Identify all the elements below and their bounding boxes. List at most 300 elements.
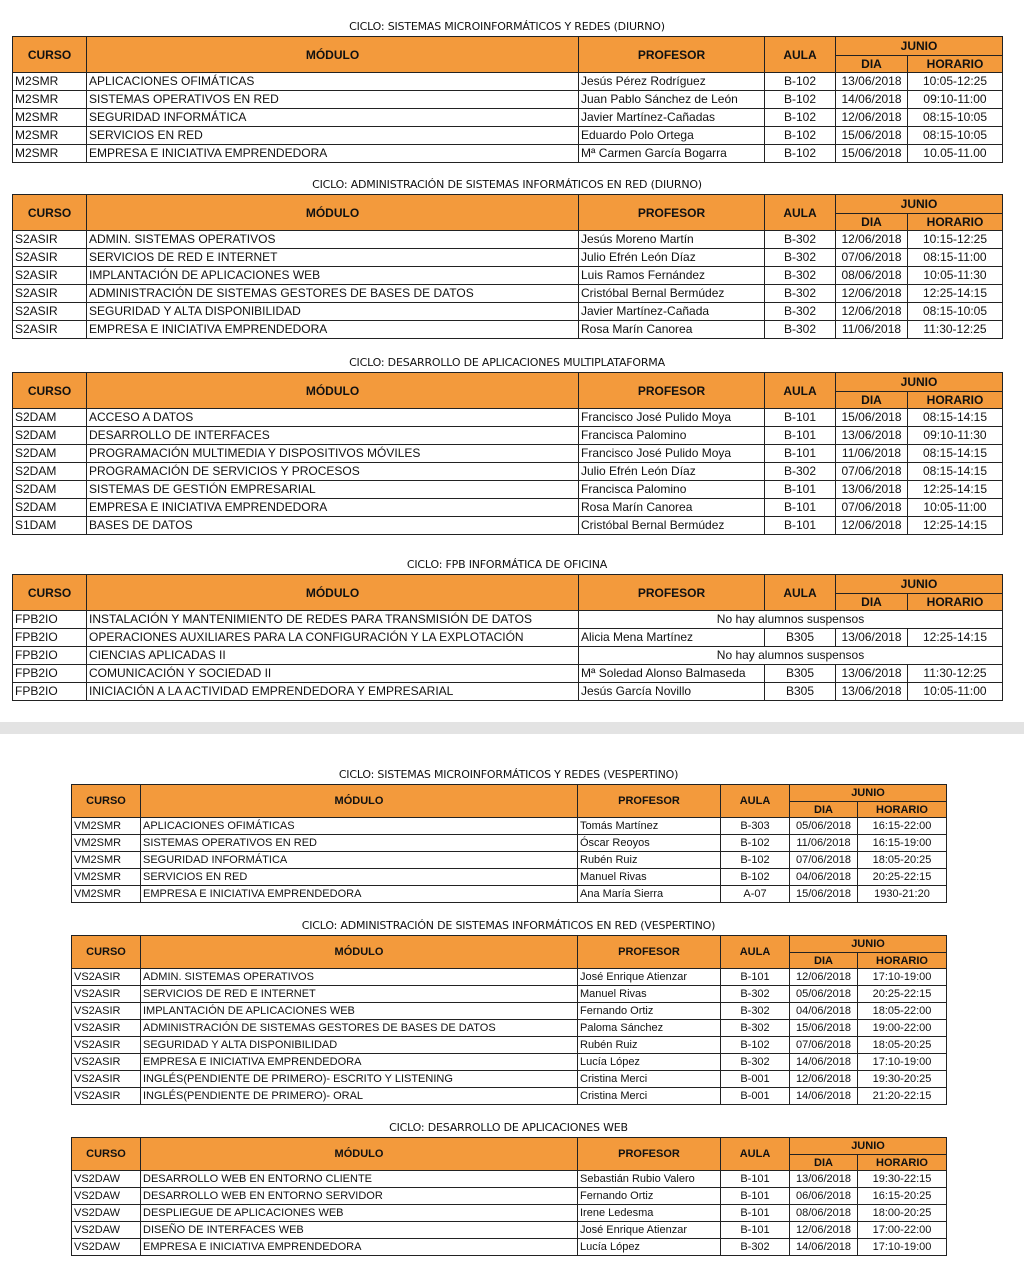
profesor-cell: Cristóbal Bernal Bermúdez [579,517,765,535]
profesor-cell: Fernando Ortiz [578,1003,721,1020]
modulo-cell: BASES DE DATOS [87,517,579,535]
header-dia: DIA [836,56,908,73]
curso-cell: M2SMR [13,91,87,109]
modulo-cell: SISTEMAS DE GESTIÓN EMPRESARIAL [87,481,579,499]
table-row [13,73,1003,91]
dia-cell: 12/06/2018 [836,517,908,535]
horario-cell: 21:20-22:15 [858,1088,947,1105]
dia-cell: 07/06/2018 [790,1037,858,1054]
section-caption: CICLO: DESARROLLO DE APLICACIONES WEB [389,1121,628,1134]
table-row [13,127,1003,145]
section-caption: CICLO: FPB INFORMÁTICA DE OFICINA [406,558,608,571]
aula-cell: B-101 [721,1205,790,1222]
header-month: JUNIO [836,575,1003,594]
profesor-cell: Sebastián Rubio Valero [578,1171,721,1188]
header-row [13,575,1003,594]
horario-cell: 08:15-10:05 [908,109,1003,127]
aula-cell: B-302 [721,1239,790,1256]
header-month: JUNIO [790,936,947,953]
table-row [13,463,1003,481]
modulo-cell: SEGURIDAD INFORMÁTICA [87,109,579,127]
modulo-cell: INSTALACIÓN Y MANTENIMIENTO DE REDES PARA TRANSMISIÓN DE DATOS [87,611,579,629]
header-curso: CURSO [13,37,87,73]
curso-cell: VS2ASIR [72,1020,141,1037]
horario-cell: 17:10-19:00 [858,969,947,986]
table-row [72,1020,947,1037]
profesor-cell: Óscar Reoyos [578,835,721,852]
header-curso: CURSO [13,373,87,409]
aula-cell: B-302 [721,986,790,1003]
modulo-cell: DISEÑO DE INTERFACES WEB [141,1222,578,1239]
aula-cell: B-302 [765,231,836,249]
aula-cell: B-102 [765,109,836,127]
profesor-cell: Eduardo Polo Ortega [579,127,765,145]
modulo-cell: EMPRESA E INICIATIVA EMPRENDEDORA [87,499,579,517]
aula-cell: A-07 [721,886,790,903]
profesor-cell: Francisco José Pulido Moya [579,409,765,427]
dia-cell: 11/06/2018 [836,445,908,463]
curso-cell: S2ASIR [13,321,87,339]
modulo-cell: SERVICIOS DE RED E INTERNET [87,249,579,267]
table-row [72,1071,947,1088]
profesor-cell: Ana María Sierra [578,886,721,903]
aula-cell: B305 [765,665,836,683]
curso-cell: FPB2IO [13,611,87,629]
modulo-cell: EMPRESA E INICIATIVA EMPRENDEDORA [141,886,578,903]
modulo-cell: APLICACIONES OFIMÁTICAS [87,73,579,91]
profesor-cell: José Enrique Atienzar [578,969,721,986]
table-row [13,91,1003,109]
dia-cell: 13/06/2018 [836,629,908,647]
profesor-cell: Rosa Marín Canorea [579,499,765,517]
profesor-cell: Lucía López [578,1054,721,1071]
section-caption: CICLO: ADMINISTRACIÓN DE SISTEMAS INFORMÁTICOS EN RED (VESPERTINO) [301,919,716,932]
header-row [13,195,1003,214]
horario-cell: 16:15-22:00 [858,818,947,835]
header-horario: HORARIO [858,802,947,818]
profesor-cell: Cristina Merci [578,1088,721,1105]
header-dia: DIA [836,392,908,409]
horario-cell: 10.05-11.00 [908,145,1003,163]
horario-cell: 10:05-11:30 [908,267,1003,285]
curso-cell: S2DAM [13,445,87,463]
horario-cell: 08:15-10:05 [908,303,1003,321]
horario-cell: 10:05-12:25 [908,73,1003,91]
modulo-cell: ADMIN. SISTEMAS OPERATIVOS [87,231,579,249]
section-caption: CICLO: SISTEMAS MICROINFORMÁTICOS Y REDES (DIURNO) [349,20,665,33]
curso-cell: VS2DAW [72,1205,141,1222]
header-modulo: MÓDULO [87,373,579,409]
table-row [72,818,947,835]
curso-cell: VS2ASIR [72,1037,141,1054]
curso-cell: S2DAM [13,427,87,445]
table-row [72,835,947,852]
profesor-cell: Alicia Mena Martínez [579,629,765,647]
profesor-cell: Manuel Rivas [578,986,721,1003]
dia-cell: 12/06/2018 [836,109,908,127]
table-row [13,285,1003,303]
profesor-cell: Julio Efrén León Díaz [579,463,765,481]
profesor-cell: Luis Ramos Fernández [579,267,765,285]
horario-cell: 09:10-11:00 [908,91,1003,109]
aula-cell: B-302 [765,303,836,321]
profesor-cell: José Enrique Atienzar [578,1222,721,1239]
header-month: JUNIO [836,373,1003,392]
dia-cell: 13/06/2018 [836,73,908,91]
horario-cell: 19:30-20:25 [858,1071,947,1088]
table-row [13,445,1003,463]
schedule-table [12,574,1003,701]
horario-cell: 20:25-22:15 [858,869,947,886]
section-caption: CICLO: ADMINISTRACIÓN DE SISTEMAS INFORMÁTICOS EN RED (DIURNO) [312,178,702,191]
modulo-cell: ADMINISTRACIÓN DE SISTEMAS GESTORES DE BASES DE DATOS [141,1020,578,1037]
header-row [72,1138,947,1155]
aula-cell: B-101 [765,427,836,445]
profesor-cell: Francisca Palomino [579,481,765,499]
profesor-cell: Mª Soledad Alonso Balmaseda [579,665,765,683]
header-month: JUNIO [790,1138,947,1155]
table-row [13,409,1003,427]
header-curso: CURSO [72,1138,141,1171]
header-modulo: MÓDULO [141,785,578,818]
curso-cell: S2DAM [13,499,87,517]
curso-cell: VM2SMR [72,886,141,903]
dia-cell: 14/06/2018 [836,91,908,109]
table-row [13,629,1003,647]
aula-cell: B-101 [721,1171,790,1188]
profesor-cell: Mª Carmen García Bogarra [579,145,765,163]
horario-cell: 16:15-20:25 [858,1188,947,1205]
header-curso: CURSO [13,575,87,611]
dia-cell: 13/06/2018 [836,665,908,683]
horario-cell: 19:30-22:15 [858,1171,947,1188]
curso-cell: S2ASIR [13,231,87,249]
modulo-cell: SEGURIDAD Y ALTA DISPONIBILIDAD [87,303,579,321]
header-profesor: PROFESOR [579,373,765,409]
dia-cell: 14/06/2018 [790,1088,858,1105]
header-curso: CURSO [72,936,141,969]
header-row [13,37,1003,56]
dia-cell: 15/06/2018 [790,1020,858,1037]
curso-cell: FPB2IO [13,629,87,647]
curso-cell: FPB2IO [13,683,87,701]
profesor-cell: Paloma Sánchez [578,1020,721,1037]
modulo-cell: PROGRAMACIÓN MULTIMEDIA Y DISPOSITIVOS MÓVILES [87,445,579,463]
header-aula: AULA [721,785,790,818]
header-aula: AULA [765,37,836,73]
dia-cell: 12/06/2018 [790,1071,858,1088]
dia-cell: 14/06/2018 [790,1054,858,1071]
curso-cell: FPB2IO [13,647,87,665]
header-aula: AULA [765,575,836,611]
aula-cell: B-101 [721,1188,790,1205]
aula-cell: B-102 [765,145,836,163]
profesor-cell: Irene Ledesma [578,1205,721,1222]
header-dia: DIA [790,1155,858,1171]
horario-cell: 11:30-12:25 [908,665,1003,683]
schedule-table [12,194,1003,339]
curso-cell: VS2ASIR [72,986,141,1003]
aula-cell: B-001 [721,1071,790,1088]
aula-cell: B-101 [765,445,836,463]
dia-cell: 13/06/2018 [790,1171,858,1188]
table-row [13,499,1003,517]
aula-cell: B-101 [765,409,836,427]
curso-cell: VM2SMR [72,835,141,852]
profesor-cell: Javier Martínez-Cañadas [579,109,765,127]
modulo-cell: EMPRESA E INICIATIVA EMPRENDEDORA [141,1239,578,1256]
header-aula: AULA [765,195,836,231]
table-row [13,683,1003,701]
dia-cell: 07/06/2018 [790,852,858,869]
schedule-table [12,372,1003,535]
profesor-cell: Rubén Ruiz [578,852,721,869]
horario-cell: 12:25-14:15 [908,285,1003,303]
modulo-cell: APLICACIONES OFIMÁTICAS [141,818,578,835]
profesor-cell: Julio Efrén León Díaz [579,249,765,267]
horario-cell: 20:25-22:15 [858,986,947,1003]
header-aula: AULA [721,936,790,969]
modulo-cell: COMUNICACIÓN Y SOCIEDAD II [87,665,579,683]
header-modulo: MÓDULO [141,936,578,969]
curso-cell: S2ASIR [13,303,87,321]
no-students-note: No hay alumnos suspensos [579,611,1003,629]
table-row [13,611,1003,629]
table-row [13,267,1003,285]
modulo-cell: PROGRAMACIÓN DE SERVICIOS Y PROCESOS [87,463,579,481]
aula-cell: B-102 [721,835,790,852]
profesor-cell: Manuel Rivas [578,869,721,886]
curso-cell: VS2ASIR [72,1071,141,1088]
no-students-note: No hay alumnos suspensos [579,647,1003,665]
header-modulo: MÓDULO [141,1138,578,1171]
modulo-cell: SEGURIDAD INFORMÁTICA [141,852,578,869]
horario-cell: 12:25-14:15 [908,517,1003,535]
header-row [72,936,947,953]
modulo-cell: SERVICIOS DE RED E INTERNET [141,986,578,1003]
curso-cell: S2ASIR [13,249,87,267]
profesor-cell: Rubén Ruiz [578,1037,721,1054]
header-modulo: MÓDULO [87,575,579,611]
curso-cell: VM2SMR [72,852,141,869]
table-row [72,852,947,869]
section-caption: CICLO: SISTEMAS MICROINFORMÁTICOS Y REDES (VESPERTINO) [338,768,679,781]
modulo-cell: ADMIN. SISTEMAS OPERATIVOS [141,969,578,986]
dia-cell: 04/06/2018 [790,1003,858,1020]
curso-cell: M2SMR [13,145,87,163]
modulo-cell: EMPRESA E INICIATIVA EMPRENDEDORA [87,145,579,163]
modulo-cell: INGLÉS(PENDIENTE DE PRIMERO)- ORAL [141,1088,578,1105]
curso-cell: VS2DAW [72,1222,141,1239]
aula-cell: B-101 [765,517,836,535]
modulo-cell: IMPLANTACIÓN DE APLICACIONES WEB [87,267,579,285]
header-horario: HORARIO [858,953,947,969]
aula-cell: B-102 [721,869,790,886]
table-row [72,1222,947,1239]
curso-cell: M2SMR [13,127,87,145]
header-month: JUNIO [790,785,947,802]
profesor-cell: Jesús García Novillo [579,683,765,701]
table-row [13,517,1003,535]
modulo-cell: OPERACIONES AUXILIARES PARA LA CONFIGURACIÓN Y LA EXPLOTACIÓN [87,629,579,647]
dia-cell: 11/06/2018 [836,321,908,339]
horario-cell: 08:15-11:00 [908,249,1003,267]
header-dia: DIA [790,953,858,969]
curso-cell: VS2DAW [72,1171,141,1188]
modulo-cell: DESARROLLO DE INTERFACES [87,427,579,445]
table-row [72,1003,947,1020]
header-horario: HORARIO [908,392,1003,409]
curso-cell: S1DAM [13,517,87,535]
dia-cell: 12/06/2018 [790,1222,858,1239]
header-month: JUNIO [836,195,1003,214]
modulo-cell: ACCESO A DATOS [87,409,579,427]
table-row [13,303,1003,321]
dia-cell: 12/06/2018 [836,231,908,249]
aula-cell: B-302 [765,321,836,339]
table-row [13,481,1003,499]
dia-cell: 13/06/2018 [836,683,908,701]
aula-cell: B-302 [721,1054,790,1071]
dia-cell: 07/06/2018 [836,499,908,517]
header-modulo: MÓDULO [87,195,579,231]
profesor-cell: Cristóbal Bernal Bermúdez [579,285,765,303]
modulo-cell: SERVICIOS EN RED [141,869,578,886]
header-row [72,785,947,802]
aula-cell: B-102 [721,852,790,869]
table-row [13,249,1003,267]
horario-cell: 17:10-19:00 [858,1239,947,1256]
horario-cell: 1930-21:20 [858,886,947,903]
header-month: JUNIO [836,37,1003,56]
aula-cell: B-302 [765,463,836,481]
horario-cell: 09:10-11:30 [908,427,1003,445]
header-horario: HORARIO [858,1155,947,1171]
header-dia: DIA [836,214,908,231]
curso-cell: VS2ASIR [72,1088,141,1105]
table-row [72,969,947,986]
modulo-cell: SISTEMAS OPERATIVOS EN RED [141,835,578,852]
dia-cell: 15/06/2018 [836,409,908,427]
header-dia: DIA [836,594,908,611]
dia-cell: 06/06/2018 [790,1188,858,1205]
curso-cell: VS2DAW [72,1188,141,1205]
dia-cell: 15/06/2018 [790,886,858,903]
curso-cell: S2DAM [13,409,87,427]
profesor-cell: Rosa Marín Canorea [579,321,765,339]
curso-cell: FPB2IO [13,665,87,683]
horario-cell: 18:05-22:00 [858,1003,947,1020]
horario-cell: 17:10-19:00 [858,1054,947,1071]
dia-cell: 11/06/2018 [790,835,858,852]
modulo-cell: DESPLIEGUE DE APLICACIONES WEB [141,1205,578,1222]
modulo-cell: SISTEMAS OPERATIVOS EN RED [87,91,579,109]
aula-cell: B-102 [765,73,836,91]
aula-cell: B305 [765,683,836,701]
profesor-cell: Jesús Moreno Martín [579,231,765,249]
dia-cell: 08/06/2018 [836,267,908,285]
horario-cell: 18:00-20:25 [858,1205,947,1222]
dia-cell: 05/06/2018 [790,986,858,1003]
modulo-cell: SERVICIOS EN RED [87,127,579,145]
horario-cell: 18:05-20:25 [858,1037,947,1054]
modulo-cell: CIENCIAS APLICADAS II [87,647,579,665]
aula-cell: B-102 [765,91,836,109]
aula-cell: B-302 [765,267,836,285]
modulo-cell: ADMINISTRACIÓN DE SISTEMAS GESTORES DE BASES DE DATOS [87,285,579,303]
curso-cell: VM2SMR [72,818,141,835]
table-row [13,665,1003,683]
table-row [72,1171,947,1188]
horario-cell: 12:25-14:15 [908,481,1003,499]
curso-cell: S2ASIR [13,285,87,303]
modulo-cell: DESARROLLO WEB EN ENTORNO CLIENTE [141,1171,578,1188]
dia-cell: 15/06/2018 [836,127,908,145]
header-profesor: PROFESOR [579,575,765,611]
table-row [72,869,947,886]
table-row [13,231,1003,249]
profesor-cell: Juan Pablo Sánchez de León [579,91,765,109]
dia-cell: 14/06/2018 [790,1239,858,1256]
dia-cell: 12/06/2018 [836,303,908,321]
dia-cell: 08/06/2018 [790,1205,858,1222]
aula-cell: B-302 [721,1020,790,1037]
header-aula: AULA [765,373,836,409]
curso-cell: VS2ASIR [72,1054,141,1071]
aula-cell: B-302 [721,1003,790,1020]
table-row [72,1088,947,1105]
aula-cell: B-001 [721,1088,790,1105]
header-profesor: PROFESOR [579,195,765,231]
curso-cell: VM2SMR [72,869,141,886]
aula-cell: B-302 [765,285,836,303]
aula-cell: B-101 [721,969,790,986]
horario-cell: 16:15-19:00 [858,835,947,852]
table-row [72,886,947,903]
schedule-table [71,1137,947,1256]
curso-cell: VS2ASIR [72,969,141,986]
aula-cell: B-302 [765,249,836,267]
horario-cell: 10:05-11:00 [908,499,1003,517]
header-row [13,373,1003,392]
header-profesor: PROFESOR [579,37,765,73]
dia-cell: 07/06/2018 [836,249,908,267]
header-curso: CURSO [72,785,141,818]
table-row [13,145,1003,163]
modulo-cell: IMPLANTACIÓN DE APLICACIONES WEB [141,1003,578,1020]
table-row [72,1205,947,1222]
curso-cell: S2DAM [13,481,87,499]
table-row [72,1054,947,1071]
header-horario: HORARIO [908,56,1003,73]
curso-cell: VS2ASIR [72,1003,141,1020]
dia-cell: 13/06/2018 [836,481,908,499]
header-profesor: PROFESOR [578,936,721,969]
table-row [13,647,1003,665]
horario-cell: 08:15-14:15 [908,463,1003,481]
dia-cell: 15/06/2018 [836,145,908,163]
schedule-table [71,784,947,903]
header-dia: DIA [790,802,858,818]
header-modulo: MÓDULO [87,37,579,73]
table-row [13,109,1003,127]
header-curso: CURSO [13,195,87,231]
horario-cell: 11:30-12:25 [908,321,1003,339]
curso-cell: M2SMR [13,109,87,127]
horario-cell: 08:15-14:15 [908,409,1003,427]
profesor-cell: Jesús Pérez Rodríguez [579,73,765,91]
header-horario: HORARIO [908,594,1003,611]
